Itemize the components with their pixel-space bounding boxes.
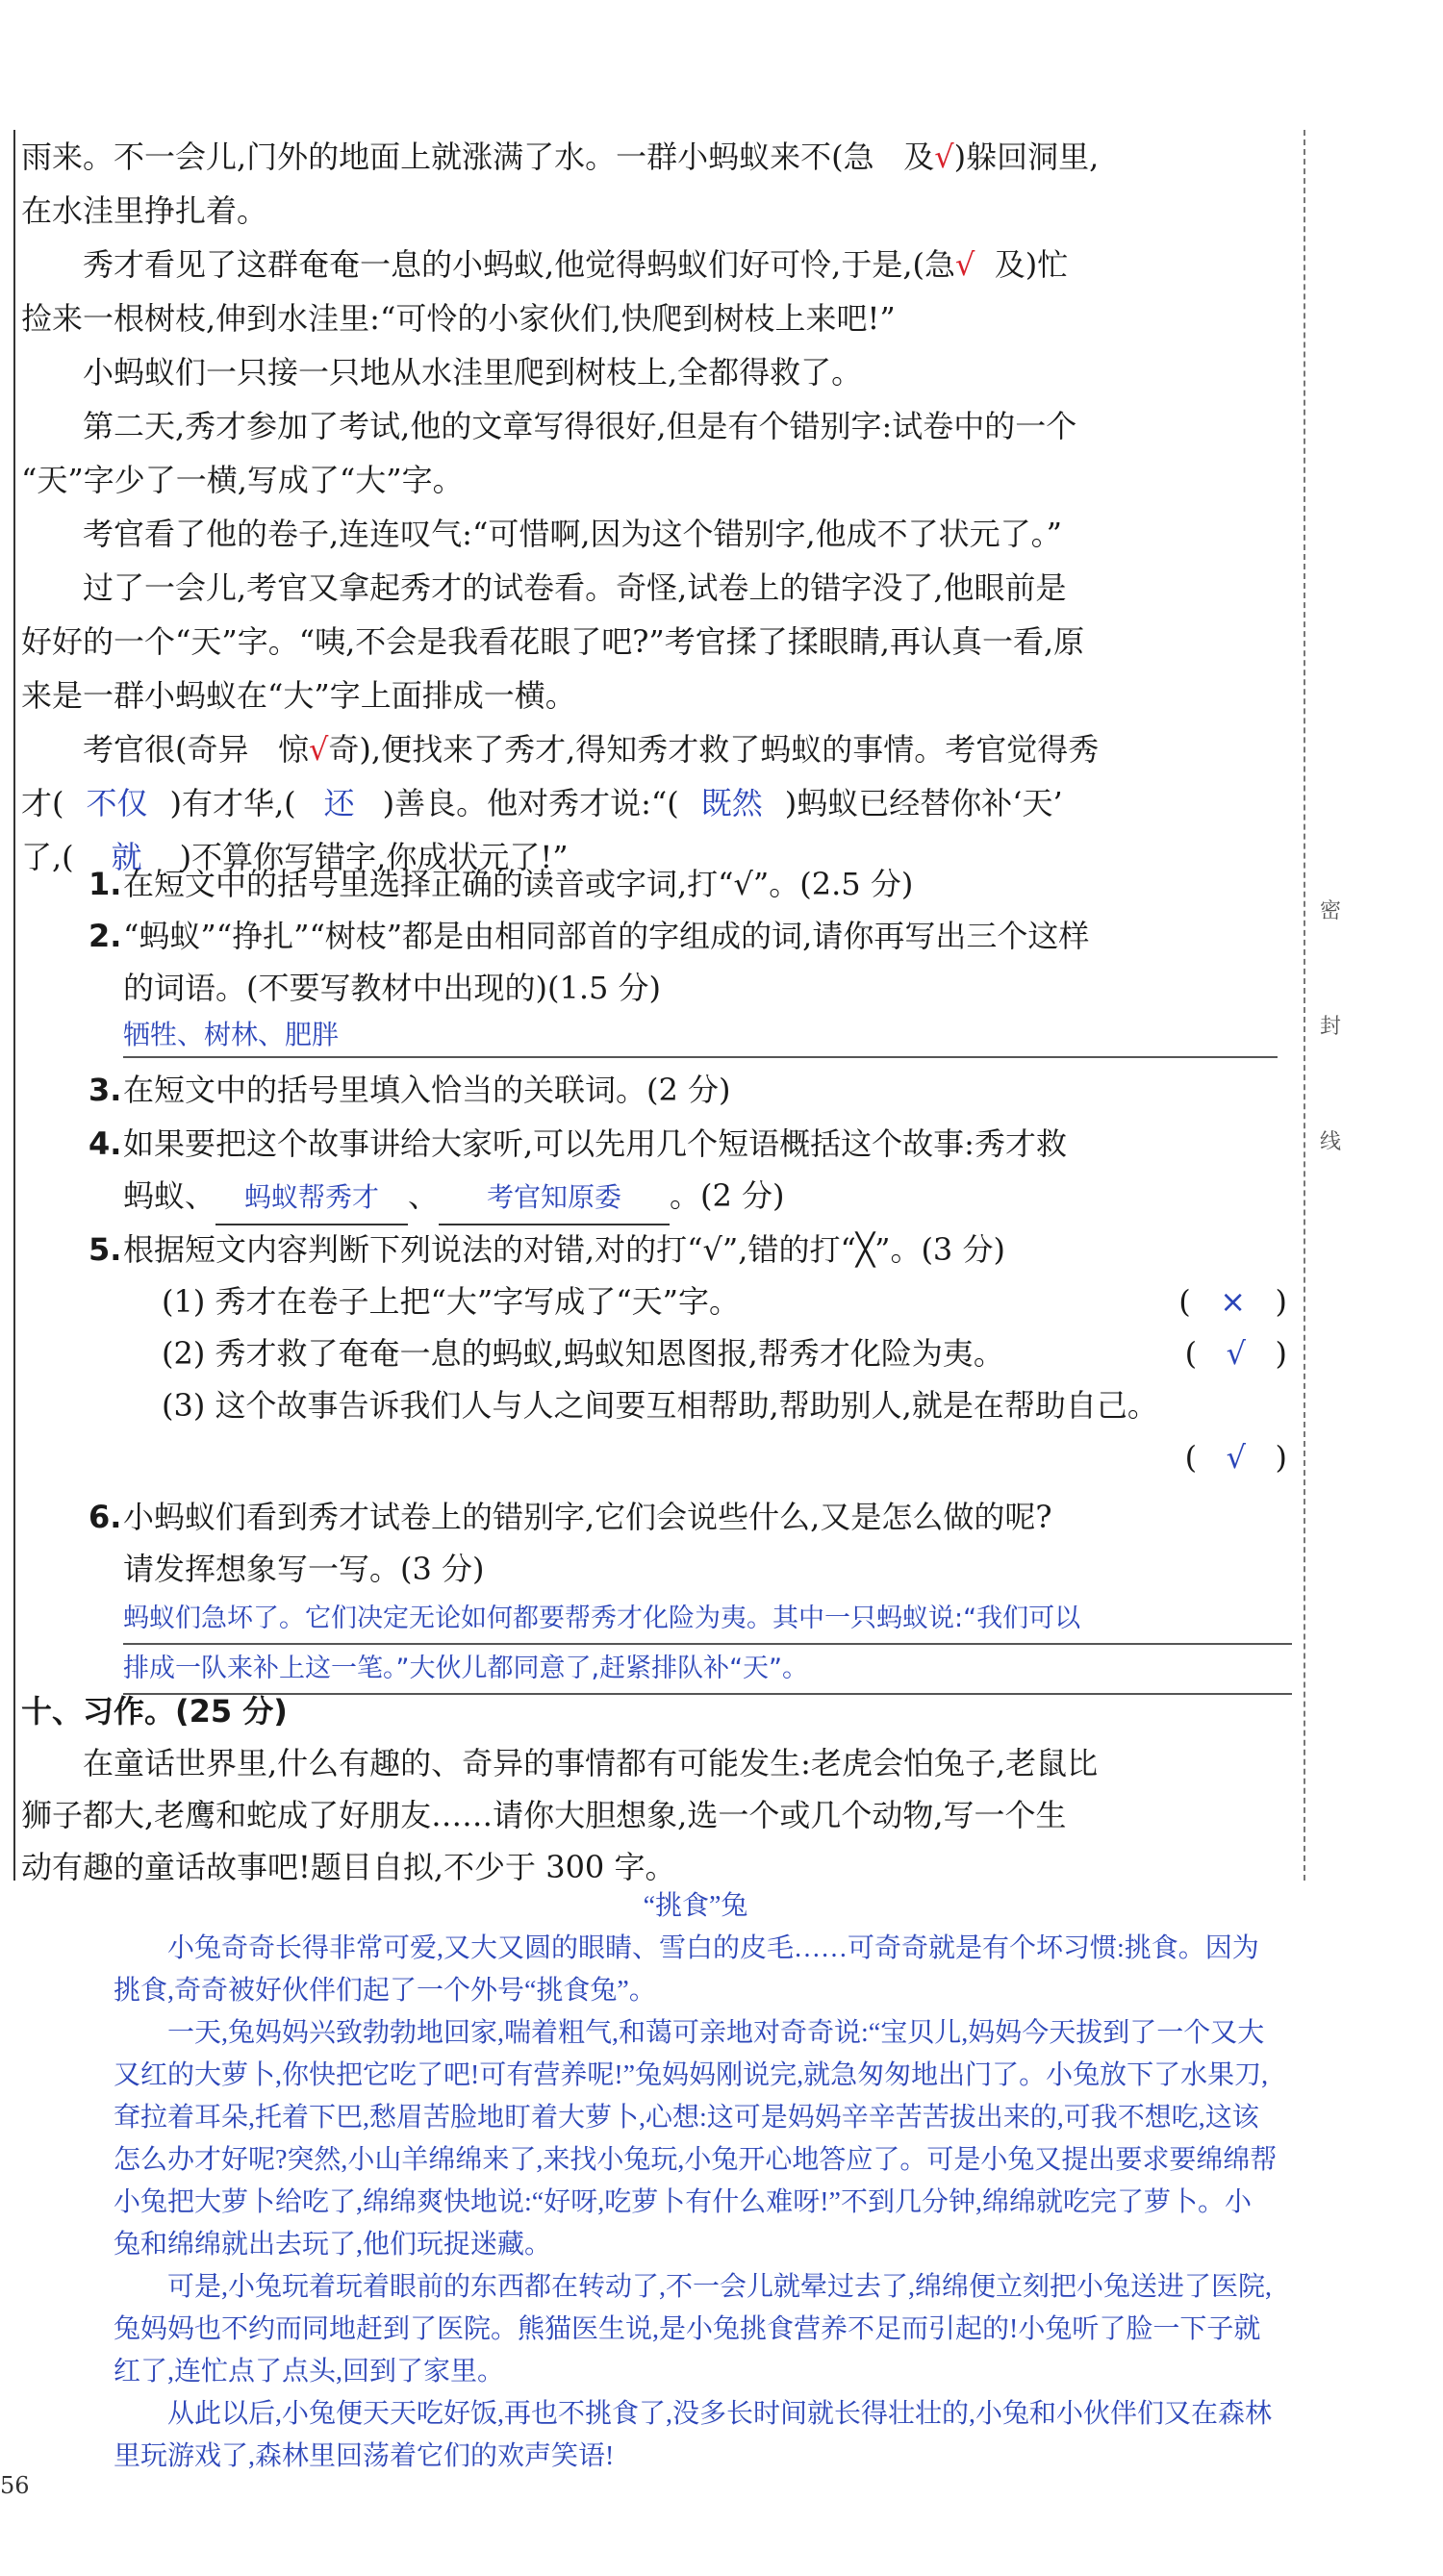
story-p7-line1: 考官很(奇异 惊√奇),便找来了秀才,得知秀才救了蚂蚁的事情。考官觉得秀 <box>83 731 1100 768</box>
question-2: 2. “蚂蚁”“挣扎”“树枝”都是由相同部首的字组成的词,请你再写出三个这样 的词语。(不要写教材中出现的)(1.5 分) 牺牲、树林、肥胖 <box>123 910 1278 1058</box>
question-4: 4. 如果要把这个故事讲给大家听,可以先用几个短语概括这个故事:秀才救 蚂蚁、 蚂蚁帮秀才 、 考官知原委 。(2 分) <box>123 1118 1278 1225</box>
story-p4-line1: 第二天,秀才参加了考试,他的文章写得很好,但是有个错别字:试卷中的一个 <box>83 408 1077 444</box>
question-1: 1. 在短文中的括号里选择正确的读音或字词,打“√”。(2.5 分) <box>89 866 914 902</box>
story-p2-line2: 捡来一根树枝,伸到水洼里:“可怜的小家伙们,快爬到树枝上来吧!” <box>21 300 896 337</box>
blank-answer-4: 就 <box>111 839 142 875</box>
seal-mark-mi: 密 <box>1320 899 1342 923</box>
q4-blank-2: 考官知原委 <box>439 1172 670 1225</box>
blank-answer-1: 不仅 <box>86 785 148 821</box>
q4-blank-1: 蚂蚁帮秀才 <box>215 1172 408 1225</box>
q5-item-3: (3) 这个故事告诉我们人与人之间要互相帮助,帮助别人,就是在帮助自己。 <box>162 1387 1158 1424</box>
page-number: 56 <box>0 2472 30 2499</box>
seal-mark-xian: 线 <box>1320 1130 1342 1154</box>
essay-paragraph-2: 一天,兔妈妈兴致勃勃地回家,喘着粗气,和蔼可亲地对奇奇说:“宝贝儿,妈妈今天拔到了一个又大又红的大萝卜,你快把它吃了吧!可有营养呢!”兔妈妈刚说完,就急匆匆地出门了。小兔放下了水果刀,耷拉着耳朵,托着下巴,愁眉苦脸地盯着大萝卜,心想:这可是妈妈辛辛苦苦拔出来的,可我不想吃,这该怎么办才好呢?突然,小山羊绵绵来了,来找小兔玩,小兔开心地答应了。可是小兔又提出要求要绵绵帮小兔把大萝卜给吃了,绵绵爽快地说:“好呀,吃萝卜有什么难呀!”不到几分钟,绵绵就吃完了萝卜。小兔和绵绵就出去玩了,他们玩捉迷藏。 <box>114 2018 1278 2260</box>
question-6: 6. 小蚂蚁们看到秀才试卷上的错别字,它们会说些什么,又是怎么做的呢? 请发挥想象写一写。(3 分) 蚂蚁们急坏了。它们决定无论如何都要帮秀才化险为夷。其中一只蚂蚁说:“我们可以 排成一队来补上这一笔。”大伙儿都同意了,赶紧排队补“天”。 <box>123 1491 1278 1695</box>
q2-answer-line: 牺牲、树林、肥胖 <box>123 1014 1278 1058</box>
q5-item-2: (2) 秀才救了奄奄一息的蚂蚁,蚂蚁知恩图报,帮秀才化险为夷。 ( √ ) <box>162 1335 1287 1372</box>
essay-answer <box>114 1885 1278 2478</box>
q6-answer-line-1: 蚂蚁们急坏了。它们决定无论如何都要帮秀才化险为夷。其中一只蚂蚁说:“我们可以 <box>123 1595 1292 1645</box>
seal-mark-feng: 封 <box>1320 1015 1342 1039</box>
story-p5: 考官看了他的卷子,连连叹气:“可惜啊,因为这个错别字,他成不了状元了。” <box>83 516 1063 552</box>
story-p6-line2: 好好的一个“天”字。“咦,不会是我看花眼了吧?”考官揉了揉眼睛,再认真一看,原 <box>21 623 1085 660</box>
story-p3: 小蚂蚁们一只接一只地从水洼里爬到树枝上,全都得救了。 <box>83 354 863 391</box>
section-10 <box>21 1685 1291 1893</box>
story-p1-line2: 在水洼里挣扎着。 <box>21 192 268 229</box>
story-p2-line1: 秀才看见了这群奄奄一息的小蚂蚁,他觉得蚂蚁们好可怜,于是,(急√ 及)忙 <box>83 246 1069 283</box>
section-10-line3: 动有趣的童话故事吧!题目自拟,不少于 300 字。 <box>21 1849 676 1885</box>
q5-answer-3: √ <box>1226 1439 1246 1476</box>
story-p4-line2: “天”字少了一横,写成了“大”字。 <box>21 462 464 498</box>
blank-answer-3: 既然 <box>700 785 763 821</box>
story-p6-line1: 过了一会儿,考官又拿起秀才的试卷看。奇怪,试卷上的错字没了,他眼前是 <box>83 569 1067 606</box>
seal-line-dashed <box>1304 130 1305 1881</box>
q5-answer-2: √ <box>1226 1335 1246 1372</box>
check-mark-icon: √ <box>955 246 975 283</box>
q5-answer-1: × <box>1220 1283 1246 1320</box>
essay-paragraph-4: 从此以后,小兔便天天吃好饭,再也不挑食了,没多长时间就长得壮壮的,小兔和小伙伴们又在森林里玩游戏了,森林里回荡着它们的欢声笑语! <box>114 2399 1273 2471</box>
blank-answer-2: 还 <box>323 785 355 821</box>
essay-paragraph-3: 可是,小兔玩着玩着眼前的东西都在转动了,不一会儿就晕过去了,绵绵便立刻把小兔送进了医院,兔妈妈也不约而同地赶到了医院。熊猫医生说,是小兔挑食营养不足而引起的!小兔听了脸一下子就红了,连忙点了点头,回到了家里。 <box>114 2272 1273 2387</box>
left-border-rule <box>13 130 15 1881</box>
section-10-line2: 狮子都大,老鹰和蛇成了好朋友……请你大胆想象,选一个或几个动物,写一个生 <box>21 1797 1067 1833</box>
section-10-heading: 十、习作。(25 分) <box>21 1693 288 1730</box>
question-5: 5. 根据短文内容判断下列说法的对错,对的打“√”,错的打“╳”。(3 分) <box>89 1231 1005 1268</box>
story-p6-line3: 来是一群小蚂蚁在“大”字上面排成一横。 <box>21 677 576 714</box>
q5-item-1: (1) 秀才在卷子上把“大”字写成了“天”字。 ( × ) <box>162 1283 1287 1320</box>
q6-answer-line-2: 排成一队来补上这一笔。”大伙儿都同意了,赶紧排队补“天”。 <box>123 1645 1292 1695</box>
section-10-line1: 在童话世界里,什么有趣的、奇异的事情都有可能发生:老虎会怕兔子,老鼠比 <box>83 1745 1099 1781</box>
essay-title: “挑食”兔 <box>643 1891 748 1921</box>
question-3: 3. 在短文中的括号里填入恰当的关联词。(2 分) <box>89 1072 731 1108</box>
check-mark-icon: √ <box>309 731 329 768</box>
essay-paragraph-1: 小兔奇奇长得非常可爱,又大又圆的眼睛、雪白的皮毛……可奇奇就是有个坏习惯:挑食。因为挑食,奇奇被好伙伴们起了一个外号“挑食兔”。 <box>114 1933 1259 2006</box>
check-mark-icon: √ <box>934 139 954 175</box>
story-p1-line1: 雨来。不一会儿,门外的地面上就涨满了水。一群小蚂蚁来不(急 及√)躲回洞里, <box>21 139 1100 175</box>
choice-ji-option: 及 <box>903 139 935 175</box>
story-p7-line3: 了,( 就 )不算你写错字,你成状元了!” <box>21 830 1291 884</box>
worksheet-page: 密 封 线 雨来。不一会儿,门外的地面上就涨满了水。一群小蚂蚁来不(急 及√)躲回洞里, 在水洼里挣扎着。 秀才看见了这群奄奄一息的小蚂蚁,他觉得蚂蚁们好可怜,于是,(急√ 及)忙 捡来一根树枝,伸到水洼里:“可怜的小家伙们,快爬到树枝上来吧!” 小蚂蚁们一只接一只地从水洼里爬到树枝上,全都得救了。 第二天,秀才参加了考试,他的文章写得很好,但是有个错别字:试卷中的一个 “天”字少了一横,写成了“大”字。 考官看了他的卷子,连连叹气:“可惜啊,因为这个错别字,他成不了状元了。” 过了一会儿,考官又拿起秀才的试卷看。奇怪,试卷上的错字没了,他眼前是 好好的一个“天”字。“咦,不会是我看花眼了吧?”考官揉了揉眼睛,再认真一看,原 来是一群小蚂蚁在“大”字上面排成一横。 考官很(奇异 惊√奇),便找来了秀才,得知秀才救了蚂蚁的事情。考官觉得秀 才( 不仅 )有才华,( 还 )善良。他对秀才说:“( 既然 )蚂蚁已经替你补‘天’ 了,( 就 )不算你写错字,你成状元了!” 1. 在短文中的括号里选择正确的读音或字词,打“√”。(2.5 分) 2. “蚂蚁”“挣扎”“树枝”都是由相同部首的字组成的词,请你再写出三个这样 的词语。(不要写教材中出现的)(1.5 分) 牺牲、树林、肥胖 3. 在短文中的括号里填入恰当的关联词。(2 分) 4. 如果要把这个故事讲给大家听,可以先用几个短语概括这个故事:秀才救 蚂蚁、 蚂蚁帮秀才 、 考官知原委 。(2 分) 5. 根据短文内容判断下列说法的对错,对的打“√”,错的打“╳”。(3 分) (1) 秀才在卷子上把“大”字写成了“天”字。 ( × ) (2) 秀才救了奄奄一息的蚂蚁,蚂蚁知恩图报,帮秀才化险为夷。 ( √ ) (3) 这个故事告诉我们人与人之间要互相帮助,帮助别人,就是在帮助自己。 ( √ ) 6. 小蚂蚁们看到秀才试卷上的错别字,它们会说些什么,又是怎么做的呢? 请发挥想象写一写。(3 分) 蚂蚁们急坏了。它们决定无论如何都要帮秀才化险为夷。其中一只蚂蚁说:“我们可以 排成一队来补上这一笔。”大伙儿都同意了,赶紧排队补“天”。 十、习作。(25 分) 在童话世界里,什么有趣的、奇异的事情都有可能发生:老虎会怕兔子,老鼠比 狮子都大,老鹰和蛇成了好朋友……请你大胆想象,选一个或几个动物,写一个生 动有趣的童话故事吧!题目自拟,不少于 300 字。 “挑食”兔 小兔奇奇长得非常可爱,又大又圆的眼睛、雪白的皮毛……可奇奇就是有个坏习惯:挑食。因为挑食,奇奇被好伙伴们起了一个外号“挑食兔”。 一天,兔妈妈兴致勃勃地回家,喘着粗气,和蔼可亲地对奇奇说:“宝贝儿,妈妈今天拔到了一个又大又红的大萝卜,你快把它吃了吧!可有营养呢!”兔妈妈刚说完,就急匆匆地出门了。小兔放下了水果刀,耷拉着耳朵,托着下巴,愁眉苦脸地盯着大萝卜,心想:这可是妈妈辛辛苦苦拔出来的,可我不想吃,这该怎么办才好呢?突然,小山羊绵绵来了,来找小兔玩,小兔开心地答应了。可是小兔又提出要求要绵绵帮小兔把大萝卜给吃了,绵绵爽快地说:“好呀,吃萝卜有什么难呀!”不到几分钟,绵绵就吃完了萝卜。小兔和绵绵就出去玩了,他们玩捉迷藏。 可是,小兔玩着玩着眼前的东西都在转动了,不一会儿就晕过去了,绵绵便立刻把小兔送进了医院,兔妈妈也不约而同地赶到了医院。熊猫医生说,是小兔挑食营养不足而引起的!小兔听了脸一下子就红了,连忙点了点头,回到了家里。 从此以后,小兔便天天吃好饭,再也不挑食了,没多长时间就长得壮壮的,小兔和小伙伴们又在森林里玩游戏了,森林里回荡着它们的欢声笑语! 56 <box>0 0 1443 2576</box>
story-p7-line2: 才( 不仅 )有才华,( 还 )善良。他对秀才说:“( 既然 )蚂蚁已经替你补‘天’ <box>21 776 1291 830</box>
story-passage <box>21 130 1291 884</box>
